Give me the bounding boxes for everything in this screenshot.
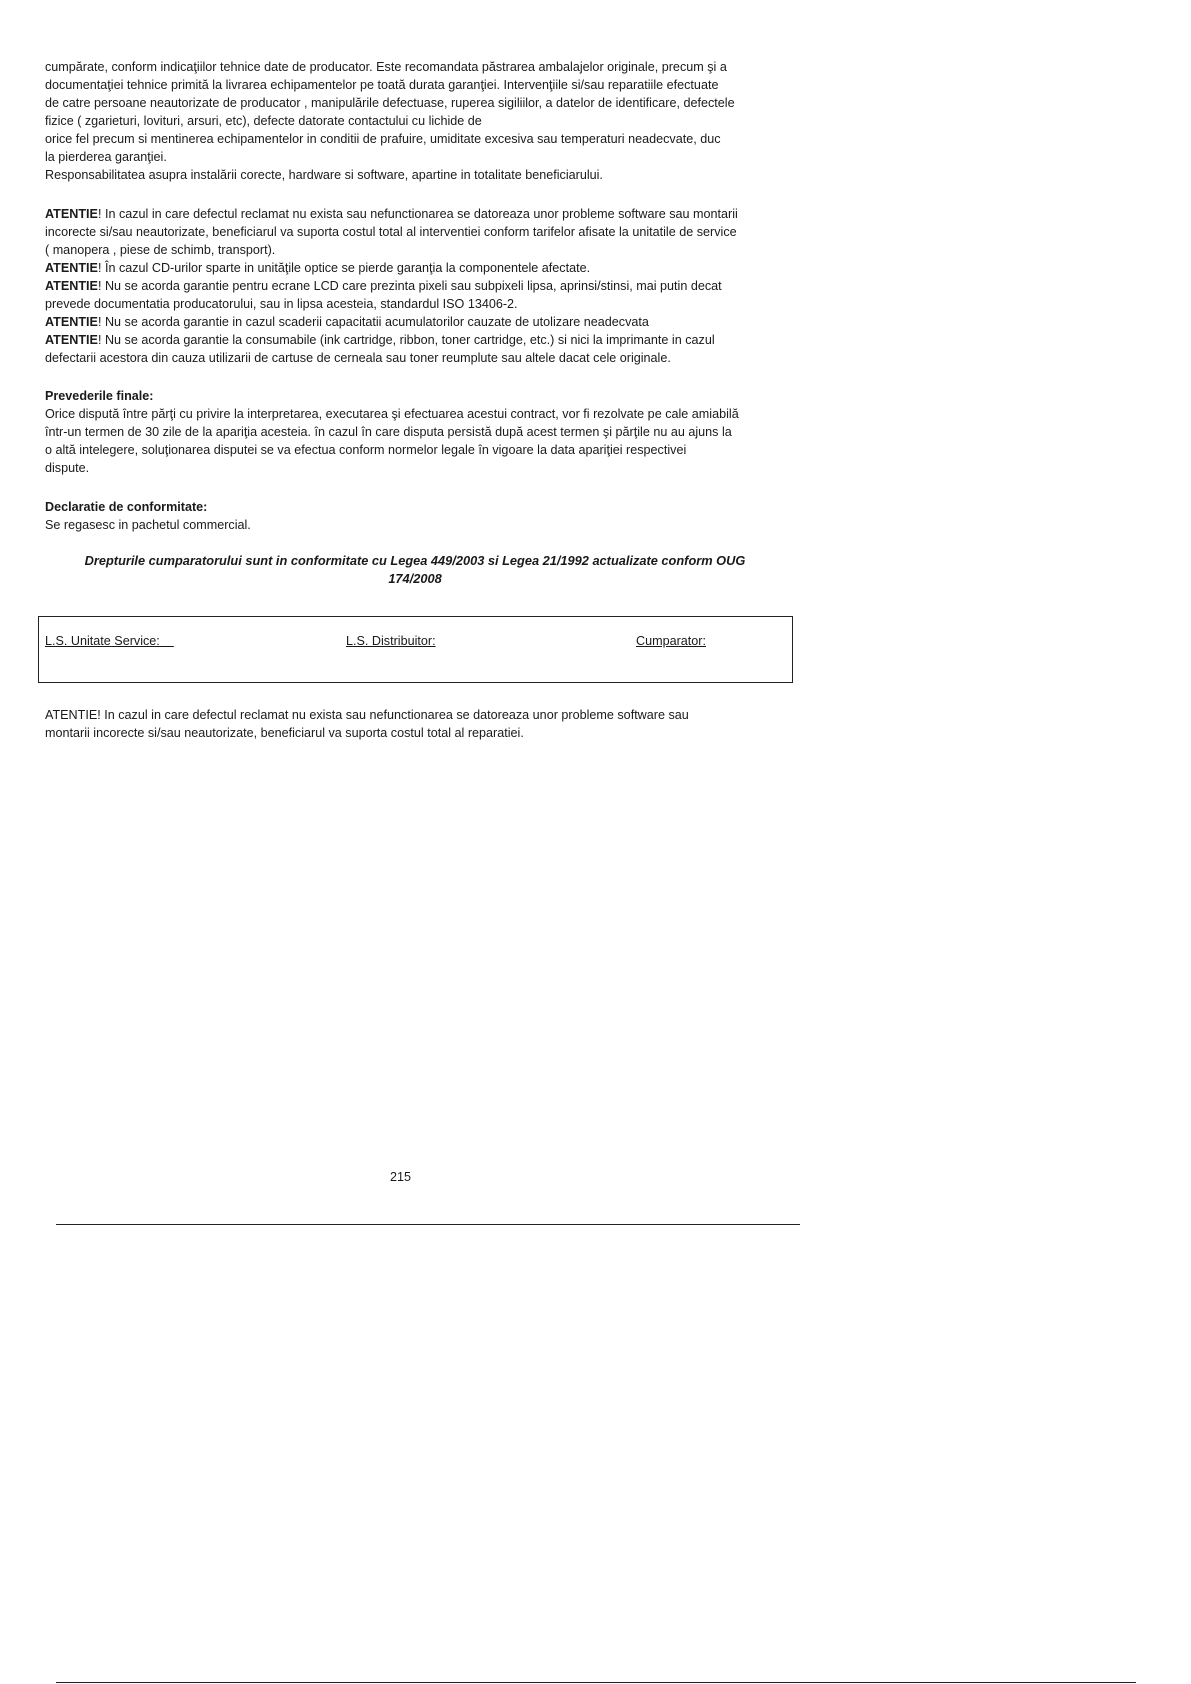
text-line: Orice dispută între părţi cu privire la interpretarea, executarea şi efectuarea acestui contract, vor fi rezolvate pe cale amiabilă [45, 407, 739, 421]
divider [56, 1682, 1136, 1683]
final-provisions-title: Prevederile finale: [45, 389, 154, 403]
rights-line: Drepturile cumparatorului sunt in conformitate cu Legea 449/2003 si Legea 21/1992 actualizate conform OUG [84, 553, 746, 568]
text-line: Responsabilitatea asupra instalării corecte, hardware si software, apartine in totalitate beneficiarului. [45, 168, 603, 182]
text-line: la pierderea garanţiei. [45, 150, 167, 164]
warning-3: ATENTIE! Nu se acorda garantie pentru ecrane LCD care prezinta pixeli sau subpixeli lipsa, aprinsi/stinsi, mai putin decat [45, 279, 722, 293]
warning-label: ATENTIE [45, 315, 98, 329]
divider [56, 1224, 800, 1225]
warning-5: ATENTIE! Nu se acorda garantie la consumabile (ink cartridge, ribbon, toner cartridge, etc.) si nici la imprimante in cazul [45, 333, 715, 347]
conformity-section [45, 498, 795, 534]
text-line: dispute. [45, 461, 90, 475]
text-line: fizice ( zgarieturi, lovituri, arsuri, etc), defecte datorate contactului cu lichide de [45, 114, 482, 128]
warning-2: ATENTIE! În cazul CD-urilor sparte in unităţile optice se pierde garanţia la componentele afectate. [45, 261, 591, 275]
footnote-warning [45, 706, 795, 742]
buyer-rights-statement [45, 552, 785, 588]
warning-4: ATENTIE! Nu se acorda garantie in cazul scaderii capacitatii acumulatorilor cauzate de utolizare neadecvata [45, 315, 649, 329]
text-line: incorecte si/sau neautorizate, beneficiarul va suporta costul total al interventiei conform tarifelor afisate la unitatile de service [45, 225, 737, 239]
distributor-signature-label: L.S. Distribuitor: [346, 634, 436, 648]
text-line: o altă intelegere, soluţionarea disputei se va efectua conform normelor legale în vigoare la data apariţiei respectivei [45, 443, 687, 457]
warning-label: ATENTIE [45, 261, 98, 275]
conformity-title: Declaratie de conformitate: [45, 500, 208, 514]
final-provisions-section [45, 387, 795, 477]
warnings-section [45, 205, 795, 367]
document-body [45, 58, 795, 588]
text-line: documentaţiei tehnice primită la livrarea echipamentelor pe toată durata garanţiei. Intervenţiile si/sau reparatiile efectuate [45, 78, 719, 92]
text-line: defectarii acestora din cauza utilizarii de cartuse de cerneala sau toner reumplute sau altele dacat cele originale. [45, 351, 671, 365]
text-line: ATENTIE! In cazul in care defectul reclamat nu exista sau nefunctionarea se datoreaza unor probleme software sau [45, 708, 689, 722]
text-line: ( manopera , piese de schimb, transport). [45, 243, 276, 257]
service-unit-signature-label: L.S. Unitate Service: [45, 634, 174, 648]
text-line: montarii incorecte si/sau neautorizate, beneficiarul va suporta costul total al reparatiei. [45, 726, 524, 740]
conformity-text: Se regasesc in pachetul commercial. [45, 518, 251, 532]
rights-line: 174/2008 [388, 571, 442, 586]
text-line: orice fel precum si mentinerea echipamentelor in conditii de prafuire, umiditate excesiva sau temperaturi neadecvate, duc [45, 132, 721, 146]
warning-label: ATENTIE [45, 207, 98, 221]
signature-box [38, 616, 793, 683]
warning-label: ATENTIE [45, 279, 98, 293]
page-number: 215 [390, 1170, 412, 1184]
intro-paragraph [45, 58, 795, 184]
buyer-signature-label: Cumparator: [636, 634, 706, 648]
text-line: cumpărate, conform indicaţiilor tehnice date de producator. Este recomandata păstrarea ambalajelor originale, precum şi a [45, 60, 727, 74]
warning-1: ATENTIE! In cazul in care defectul reclamat nu exista sau nefunctionarea se datoreaza unor probleme software sau montarii [45, 207, 738, 221]
text-line: prevede documentatia producatorului, sau in lipsa acesteia, standardul ISO 13406-2. [45, 297, 518, 311]
text-line: de catre persoane neautorizate de producator , manipulările defectuase, ruperea sigiliilor, a datelor de identificare, defectele [45, 96, 735, 110]
warning-label: ATENTIE [45, 333, 98, 347]
text-line: într-un termen de 30 zile de la apariţia acesteia. în cazul în care disputa persistă după acest termen şi părţile nu au ajuns la [45, 425, 732, 439]
